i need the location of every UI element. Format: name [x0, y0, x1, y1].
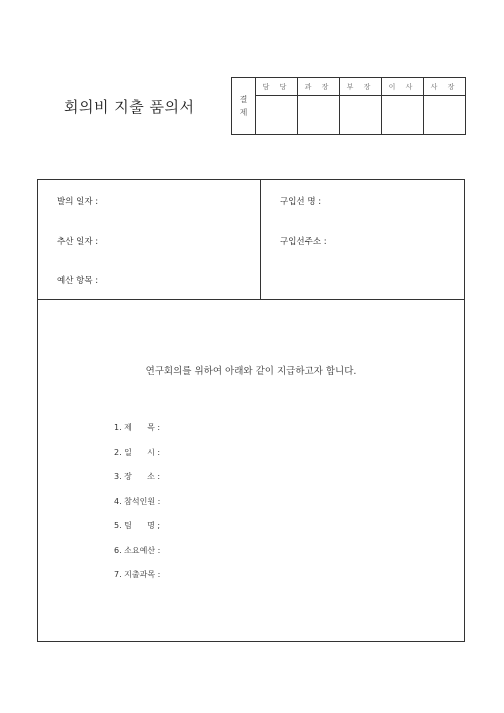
- approval-table: [231, 77, 466, 135]
- approval-sign-staff[interactable]: [256, 96, 298, 135]
- vendor-address-label: 구입선주소 :: [280, 237, 327, 247]
- form-box: [37, 179, 465, 642]
- approval-sign-president[interactable]: [424, 96, 466, 135]
- budget-item-label: 예산 항목 :: [57, 276, 99, 286]
- issue-date-label: 발의 일자 :: [57, 197, 99, 207]
- item-datetime: 2. 일 시 :: [114, 448, 161, 457]
- approval-sign-director[interactable]: [382, 96, 424, 135]
- item-attendees: 4. 참석인원 :: [114, 497, 161, 506]
- header-vertical-divider: [260, 180, 261, 299]
- item-expense-account: 7. 지출과목 :: [114, 570, 161, 579]
- post-date-label: 추산 일자 :: [57, 237, 99, 247]
- vendor-name-label: 구입선 명 :: [280, 197, 322, 207]
- page-title: 회의비 지출 품의서: [64, 98, 195, 116]
- approval-role-director: 이 사: [382, 78, 424, 96]
- header-horizontal-divider: [38, 299, 464, 300]
- request-sentence: 연구회의를 위하여 아래와 같이 지급하고자 합니다.: [145, 366, 357, 377]
- approval-side-char-1: 결: [239, 95, 248, 104]
- item-place: 3. 장 소 :: [114, 472, 161, 481]
- approval-side-label: [232, 78, 256, 135]
- item-team-name: 5. 팀 명 ;: [114, 521, 161, 530]
- item-required-budget: 6. 소요예산 :: [114, 546, 161, 555]
- approval-role-staff: 담 당: [256, 78, 298, 96]
- approval-role-department-head: 부 장: [340, 78, 382, 96]
- approval-sign-section-chief[interactable]: [298, 96, 340, 135]
- approval-sign-department-head[interactable]: [340, 96, 382, 135]
- item-subject: 1. 제 목 :: [114, 423, 161, 432]
- approval-role-section-chief: 과 장: [298, 78, 340, 96]
- approval-side-char-2: 제: [239, 108, 248, 117]
- approval-role-president: 사 장: [424, 78, 466, 96]
